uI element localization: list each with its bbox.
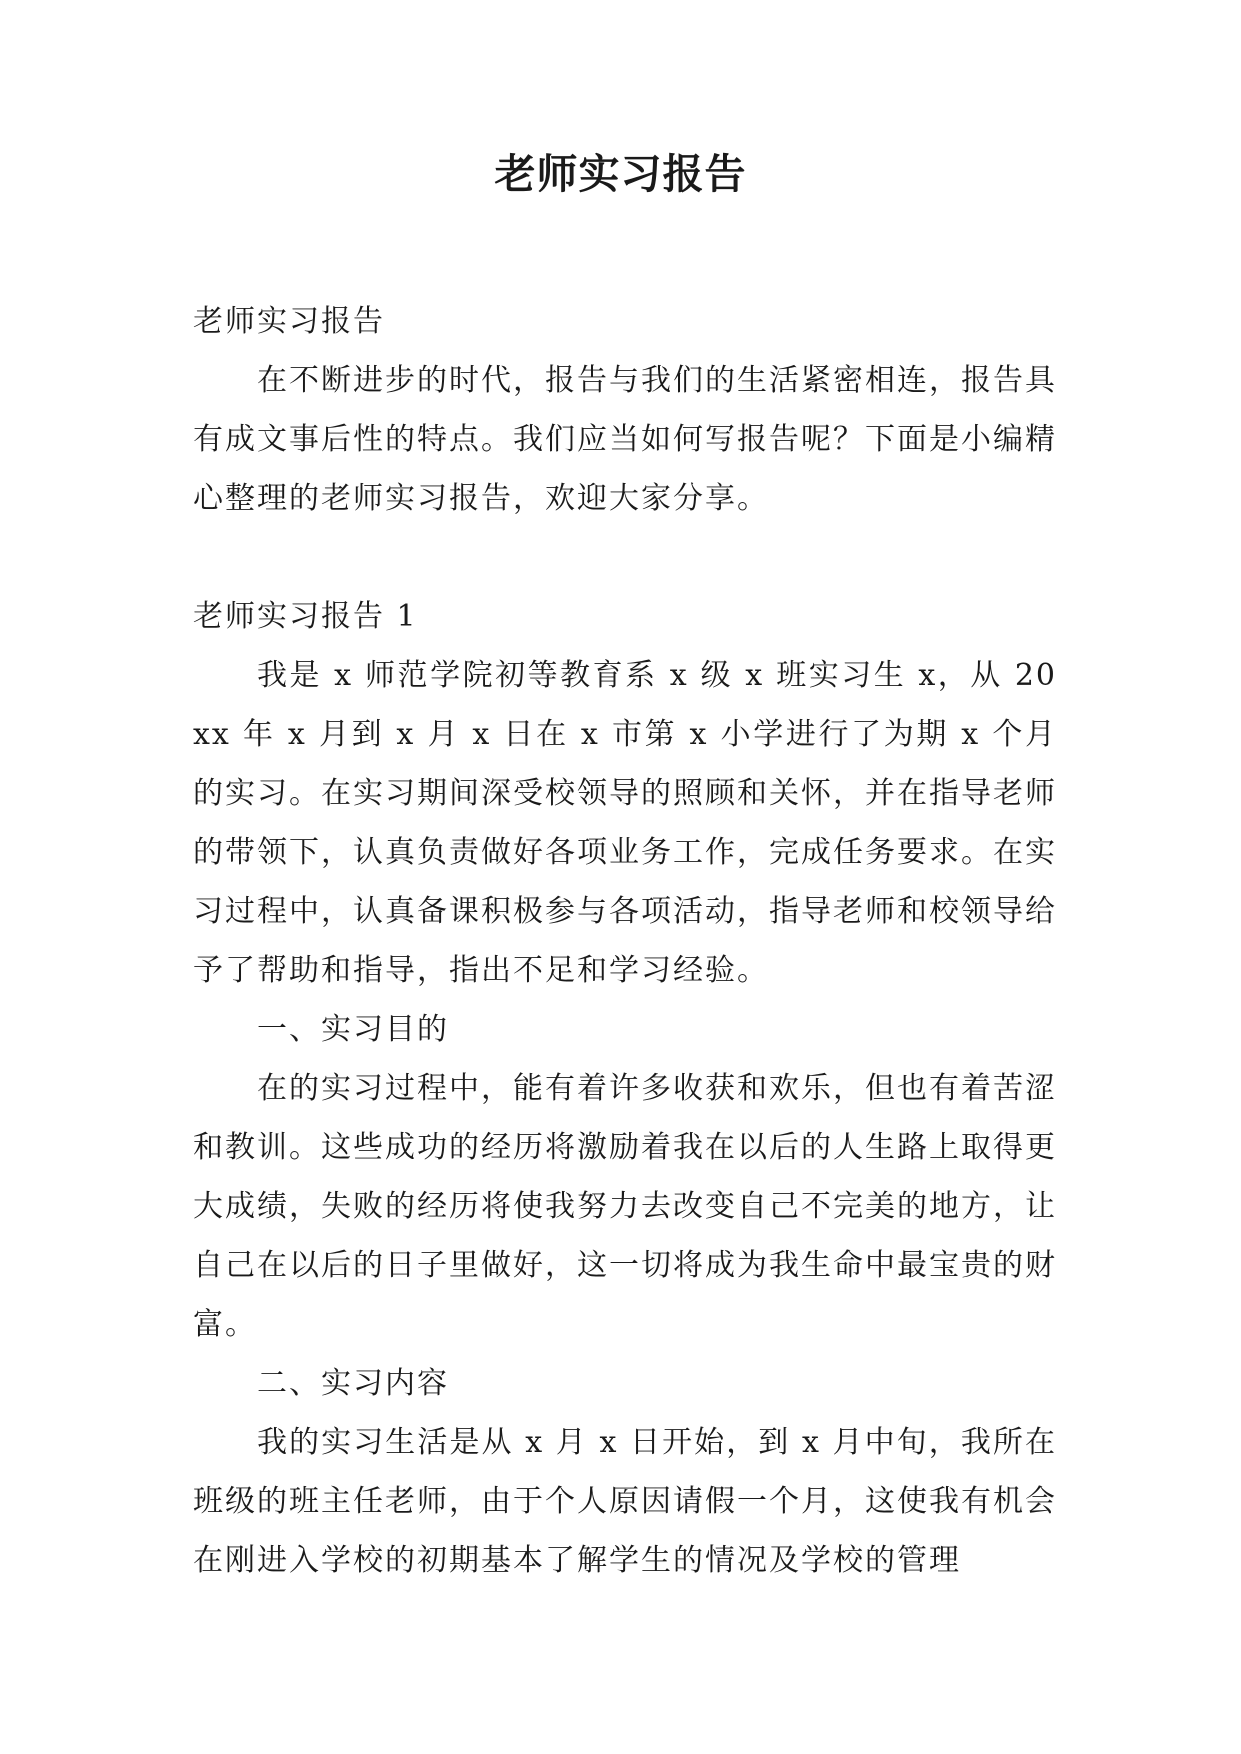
document-body (193, 292, 1057, 1590)
intro-paragraph: 在不断进步的时代，报告与我们的生活紧密相连，报告具有成文事后性的特点。我们应当如何写报告呢？下面是小编精心整理的老师实习报告，欢迎大家分享。 (193, 363, 1057, 516)
purpose-paragraph: 在的实习过程中，能有着许多收获和欢乐，但也有着苦涩和教训。这些成功的经历将激励着我在以后的人生路上取得更大成绩，失败的经历将使我努力去改变自己不完美的地方，让自己在以后的日子里做好，这一切将成为我生命中最宝贵的财富。 (193, 1071, 1057, 1342)
part-heading-purpose: 一、实习目的 (257, 1012, 449, 1047)
content-paragraph: 我的实习生活是从 x 月 x 日开始，到 x 月中旬，我所在班级的班主任老师，由于个人原因请假一个月，这使我有机会在刚进入学校的初期基本了解学生的情况及学校的管理 (193, 1425, 1057, 1578)
document-subtitle: 老师实习报告 (193, 304, 385, 339)
section-paragraph: 我是 x 师范学院初等教育系 x 级 x 班实习生 x，从 20xx 年 x 月到 x 月 x 日在 x 市第 x 小学进行了为期 x 个月的实习。在实习期间深受校领导的照顾和关怀，并在指导老师的带领下，认真负责做好各项业务工作，完成任务要求。在实习过程中，认真备课积极参与各项活动，指导老师和校领导给予了帮助和指导，指出不足和学习经验。 (193, 658, 1057, 988)
paragraph-spacer (193, 528, 1057, 587)
document-title: 老师实习报告 (494, 150, 747, 198)
part-heading-content: 二、实习内容 (257, 1366, 449, 1401)
section-heading: 老师实习报告 1 (193, 599, 418, 634)
